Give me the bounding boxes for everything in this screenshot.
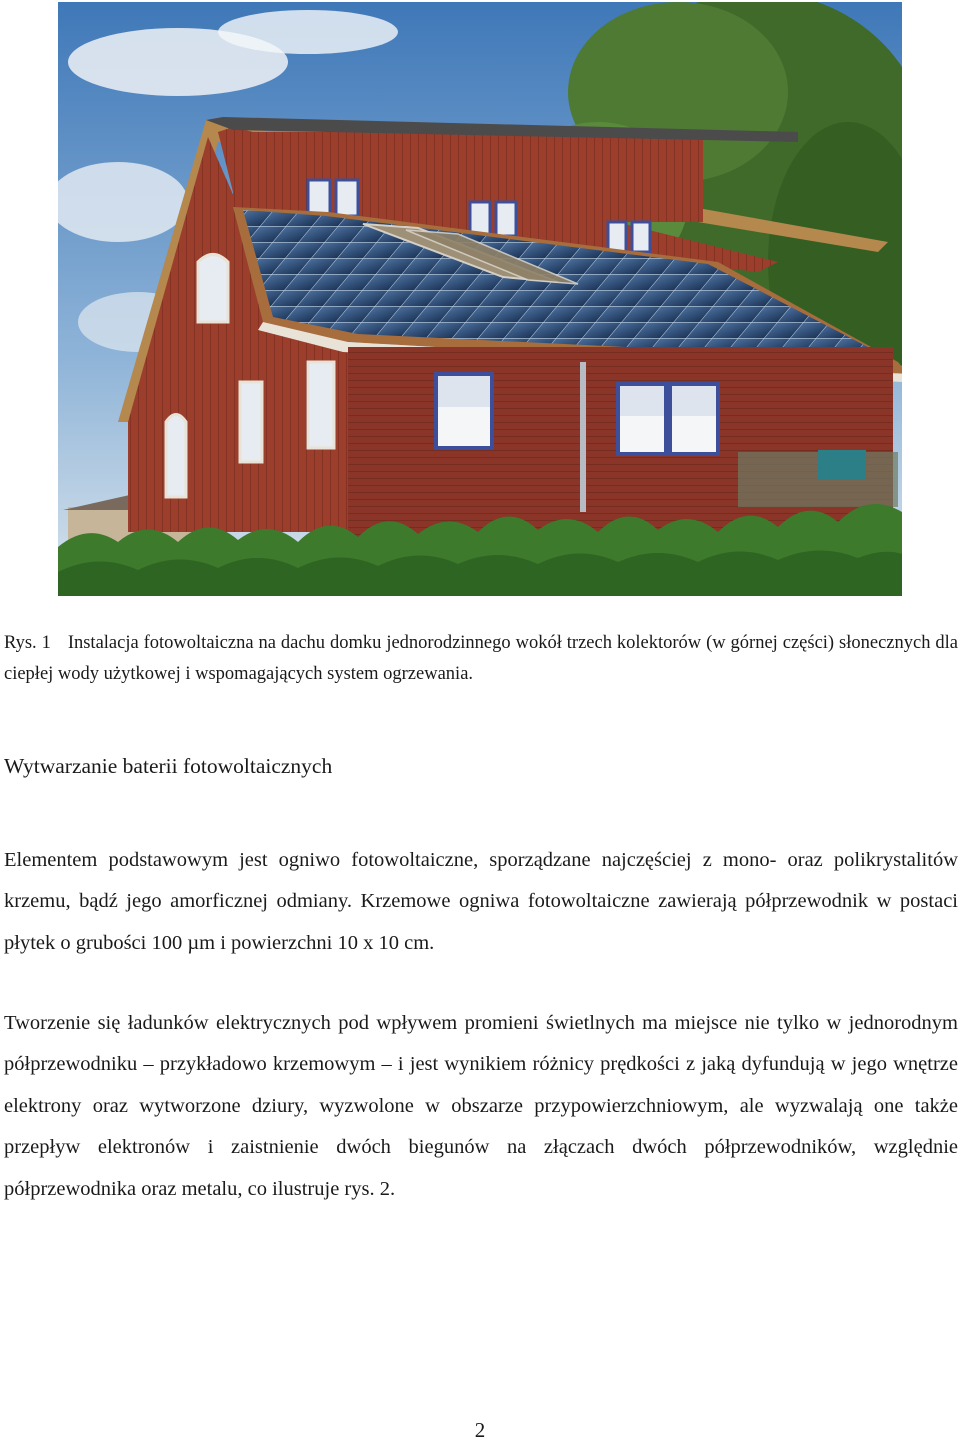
figure-caption: [4, 628, 958, 690]
page-number: 2: [474, 1418, 486, 1442]
paragraph: Elementem podstawowym jest ogniwo fotowoltaiczne, sporządzane najczęściej z mono- oraz polikrystalitów krzemu, bądź jego amorficznej odmiany. Krzemowe ogniwa fotowoltaiczne zawierają półprzewodnik w postaci płytek o grubości 100 µm i powierzchni 10 x 10 cm.: [4, 849, 958, 954]
house-photo: [58, 2, 902, 596]
figure-label: Rys. 1: [4, 633, 51, 653]
figure-caption-text: Instalacja fotowoltaiczna na dachu domku jednorodzinnego wokół trzech kolektorów (w górnej części) słonecznych dla ciepłej wody użytkowej i wspomagających system ogrzewania.: [4, 633, 958, 684]
paragraph: Tworzenie się ładunków elektrycznych pod wpływem promieni świetlnych ma miejsce nie tylko w jednorodnym półprzewodniku – przykładowo krzemowym – i jest wynikiem różnicy prędkości z jaką dyfundują w jego wnętrze elektrony oraz wytworzone dziury, wyzwolone w obszarze przypowierzchniowym, ale wyzwalają one także przepływ elektronów i zaistnienie dwóch biegunów na złączach dwóch półprzewodników, względnie półprzewodnika oraz metalu, co ilustruje rys. 2.: [4, 1012, 958, 1200]
section-heading: Wytwarzanie baterii fotowoltaicznych: [4, 754, 333, 778]
